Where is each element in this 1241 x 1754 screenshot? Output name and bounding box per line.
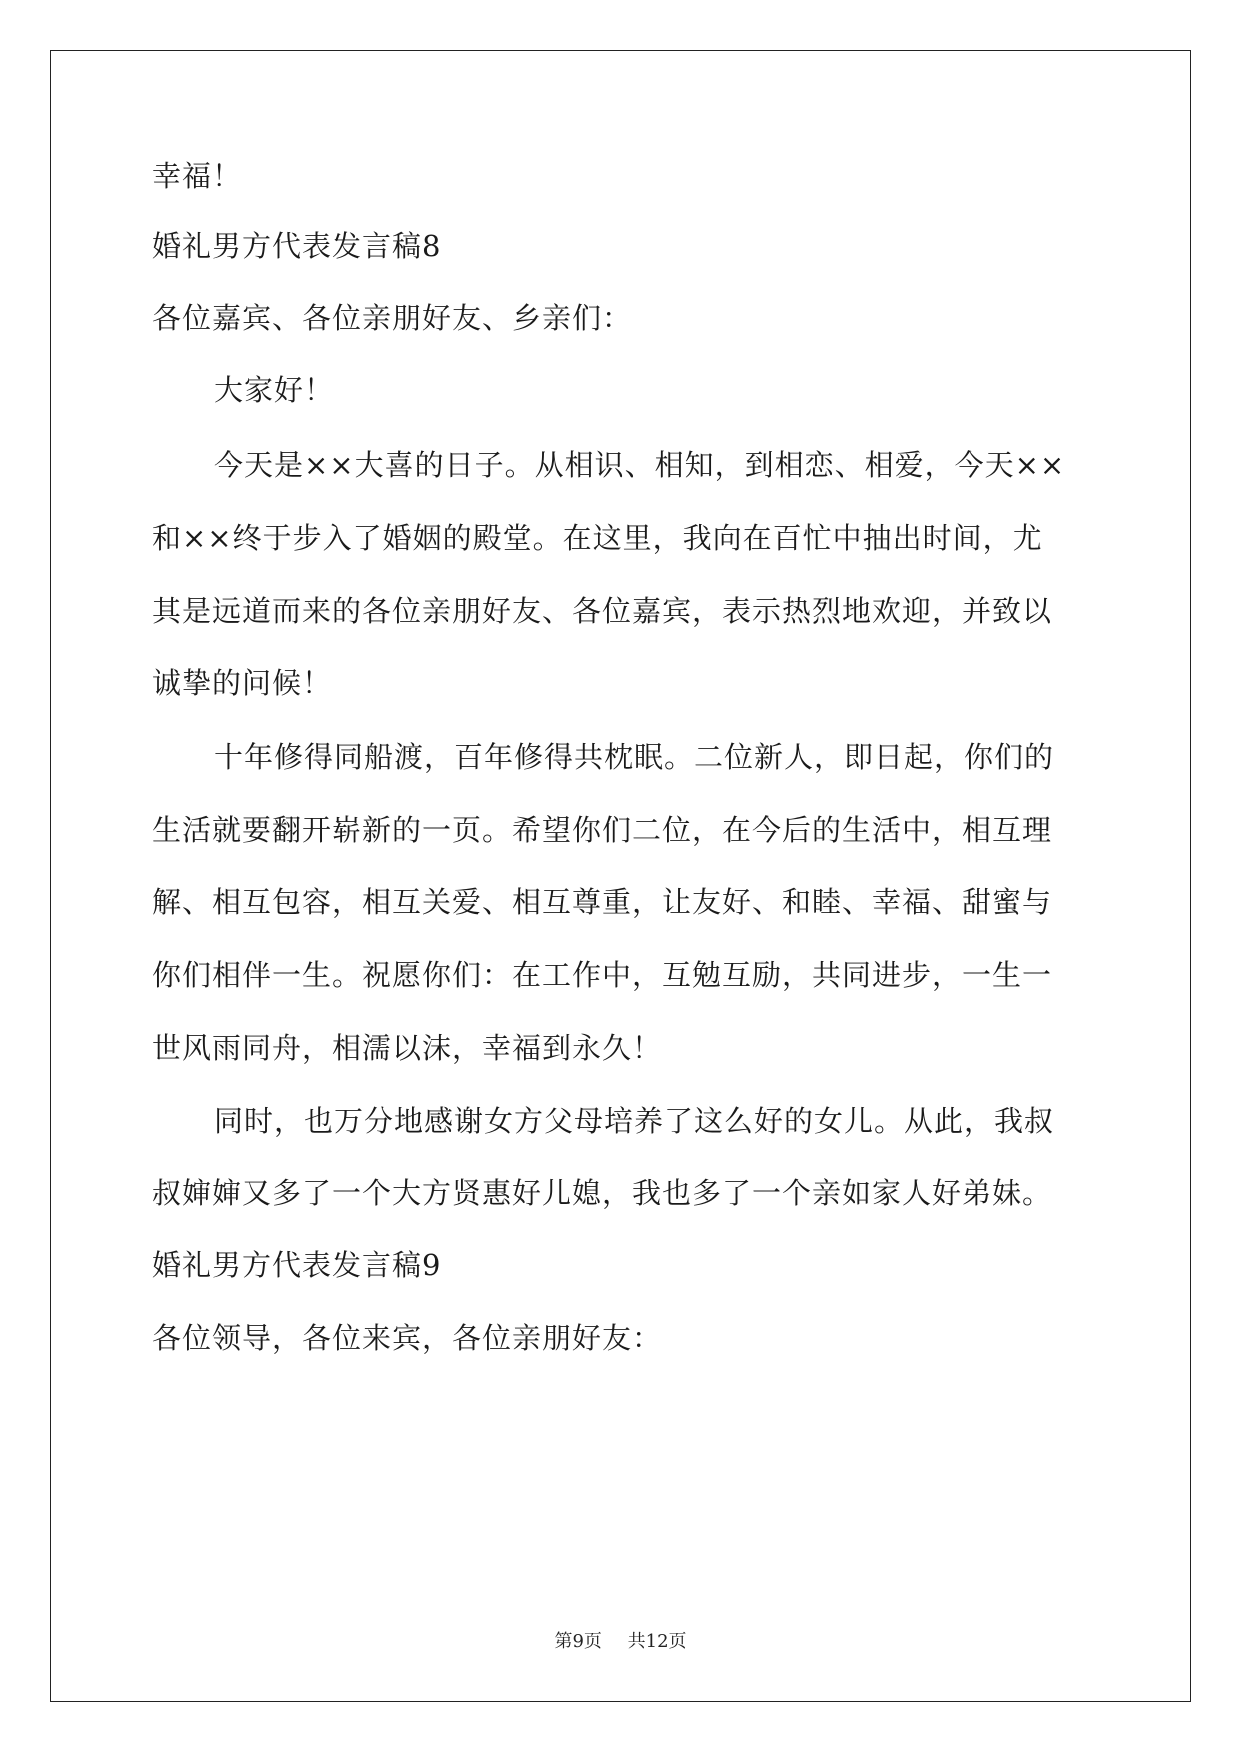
paragraph-line: 其是远道而来的各位亲朋好友、各位嘉宾，表示热烈地欢迎，并致以 [152,594,1053,628]
paragraph-line: 世风雨同舟，相濡以沫，幸福到永久！ [152,1031,663,1065]
paragraph-line: 你们相伴一生。祝愿你们：在工作中，互勉互励，共同进步，一生一 [152,958,1053,992]
page-total: 共12页 [627,1631,687,1652]
section-heading: 婚礼男方代表发言稿9 [152,1248,442,1282]
paragraph-line: 解、相互包容，相互关爱、相互尊重，让友好、和睦、幸福、甜蜜与 [152,885,1053,919]
text-line: 幸福！ [152,159,243,193]
greeting: 大家好！ [214,373,335,407]
paragraph-line: 诚挚的问候！ [152,666,333,700]
salutation: 各位领导，各位来宾，各位亲朋好友： [152,1321,663,1355]
salutation: 各位嘉宾、各位亲朋好友、乡亲们： [152,301,633,335]
paragraph-line: 今天是××大喜的日子。从相识、相知，到相恋、相爱，今天×× [214,448,1066,482]
paragraph-line: 同时，也万分地感谢女方父母培养了这么好的女儿。从此，我叔 [214,1104,1055,1138]
paragraph-line: 十年修得同船渡，百年修得共枕眠。二位新人，即日起，你们的 [214,740,1055,774]
page-footer [0,1630,1241,1654]
paragraph-line: 生活就要翻开崭新的一页。希望你们二位，在今后的生活中，相互理 [152,813,1053,847]
paragraph-line: 叔婶婶又多了一个大方贤惠好儿媳，我也多了一个亲如家人好弟妹。 [152,1176,1053,1210]
page-number: 第9页 [554,1631,602,1652]
paragraph-line: 和××终于步入了婚姻的殿堂。在这里，我向在百忙中抽出时间，尤 [152,521,1043,555]
section-heading: 婚礼男方代表发言稿8 [152,229,442,263]
